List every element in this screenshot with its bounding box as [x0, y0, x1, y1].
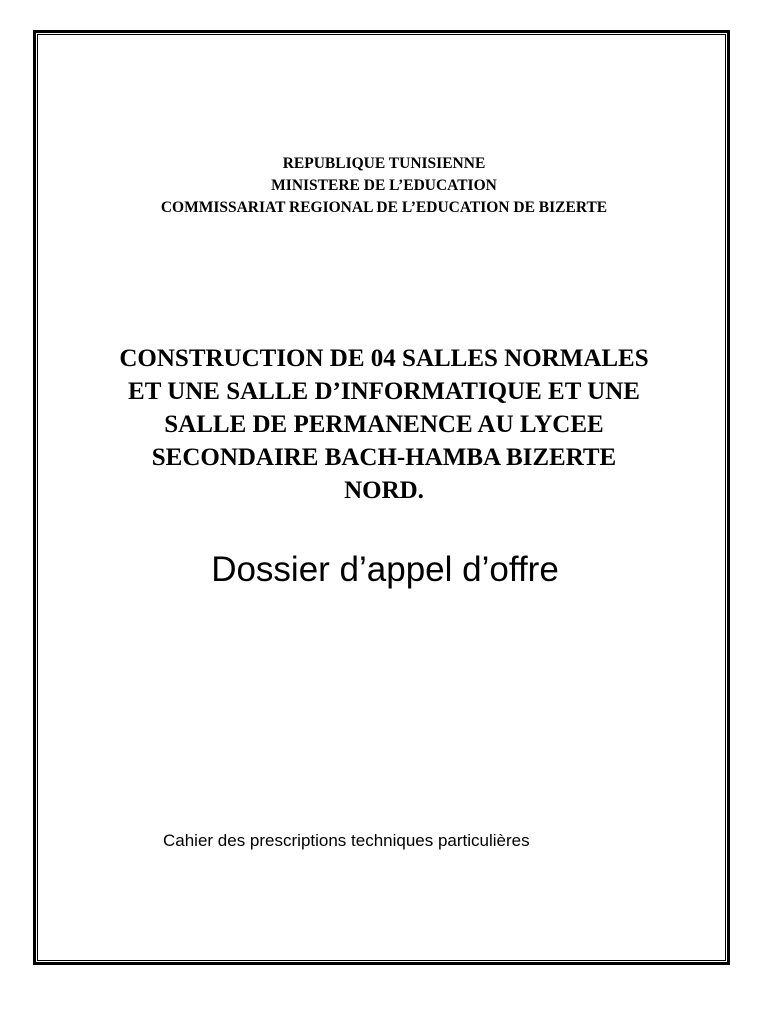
- project-title: [60, 342, 708, 507]
- document-subtitle: Dossier d’appel d’offre: [211, 550, 559, 589]
- title-line: ET UNE SALLE D’INFORMATIQUE ET UNE: [128, 378, 640, 405]
- institution-header: [0, 153, 768, 219]
- header-commissariat: COMMISSARIAT REGIONAL DE L’EDUCATION DE BIZERTE: [160, 199, 608, 216]
- title-line: SECONDAIRE BACH-HAMBA BIZERTE: [151, 444, 617, 471]
- title-line: CONSTRUCTION DE 04 SALLES NORMALES: [119, 345, 649, 372]
- header-ministry: MINISTERE DE L’EDUCATION: [271, 177, 497, 194]
- document-type: Cahier des prescriptions techniques particulières: [163, 831, 530, 850]
- title-line: SALLE DE PERMANENCE AU LYCEE: [164, 411, 604, 438]
- title-line: NORD.: [344, 477, 424, 504]
- header-country: REPUBLIQUE TUNISIENNE: [282, 155, 486, 172]
